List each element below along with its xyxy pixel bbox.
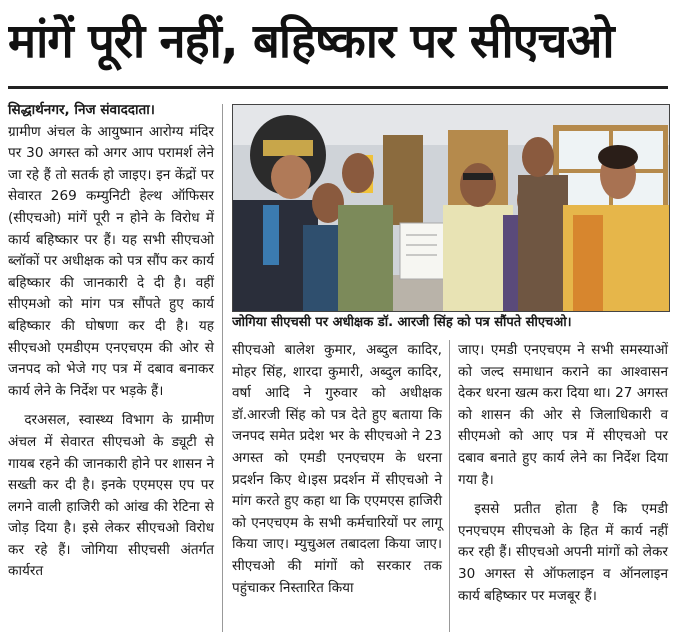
dateline: सिद्धार्थनगर, निज संवाददाता।: [8, 102, 155, 118]
article-paragraph: दरअसल, स्वास्थ्य विभाग के ग्रामीण अंचल में सेवारत सीएचओ के ड्यूटी से गायब रहने की जानकारी होने पर शासन ने सख्ती कर दी है। इनके एएमएस एप पर लगने वाली हाजिरी को आंख की रेटिना से जोड़ दिया है। इसे लेकर सीएचओ विरोध कर रहे हैं। जोगिया सीएचसी अंतर्गत कार्यरत: [8, 412, 214, 580]
photo-icon: [233, 105, 669, 311]
article-paragraph: जाए। एमडी एनएचएम ने सभी समस्याओं को जल्द समाधान कराने का आश्वासन देकर धरना खत्म करा दिया था। 27 अगस्त को शासन की ओर से जिलाधिकारी व सीएमओ को आए पत्र में सीएचओ पर दबाव बनाते हुए कार्य लेने का निर्देश दिया गया है।: [458, 342, 668, 488]
headline-rule: [8, 86, 668, 89]
article-column-2: [232, 340, 442, 599]
news-photo: [232, 104, 670, 312]
column-rule-left: [222, 104, 223, 632]
article-paragraph: इससे प्रतीत होता है कि एमडी एनएचएम सीएचओ के हित में कार्य नहीं कर रही हैं। सीएचओ अपनी मांगों को लेकर 30 अगस्त से ऑफलाइन व ऑनलाइन कार्य बहिष्कार पर मजबूर हैं।: [458, 501, 668, 604]
photo-caption: जोगिया सीएचसी पर अधीक्षक डॉ. आरजी सिंह को पत्र सौंपते सीएचओ।: [232, 315, 572, 330]
article-column-3: [458, 340, 668, 607]
article-text: ग्रामीण अंचल के आयुष्मान आरोग्य मंदिर पर 30 अगस्त को अगर आप परामर्श लेने जा रहे हैं तो सतर्क हो जाइए। इन केंद्रों पर सेवारत 269 कम्युनिटी हेल्थ ऑफिसर (सीएचओ) मांगें पूरी न होने के विरोध में कार्य बहिष्कार पर हैं। यह सभी सीएचओ ब्लॉकों पर अधीक्षक को पत्र सौंप कर कार्य बहिष्कार की जानकारी दे दी है। वहीं सीएमओ को मांग पत्र सौंपते हुए कार्य बहिष्कार की घोषणा कर दी है। यह सीएचओ एमडीएम एनएचएम की ओर से जनपद को भेजे गए पत्र में दबाव बनाकर कार्य लेने के निर्देश पर भड़के हैं।: [8, 123, 214, 399]
column-rule-right: [449, 340, 450, 632]
headline: मांगें पूरी नहीं, बहिष्कार पर सीएचओ: [8, 14, 614, 69]
article-column-1: [8, 100, 214, 583]
article-paragraph: सीएचओ बालेश कुमार, अब्दुल कादिर, मोहर सिंह, शारदा कुमारी, अब्दुल कादिर, वर्षा आदि ने गुरुवार को अधीक्षक डॉ.आरजी सिंह को पत्र देते हुए बताया कि जनपद समेत प्रदेश भर के सीएचओ ने 23 अगस्त को एमडी एनएचएम के धरना प्रदर्शन किए थे।इस प्रदर्शन में सीएचओ ने मांग करते हुए कहा था कि एएमएस हाजिरी को एनएचएम के सभी कर्मचारियों पर लागू किया जाए। म्युचुअल तबादला किया जाए। सीएचओ की मांगों को सरकार तक पहुंचाकर निस्तारित किया: [232, 342, 442, 596]
article-paragraph: [8, 100, 214, 402]
